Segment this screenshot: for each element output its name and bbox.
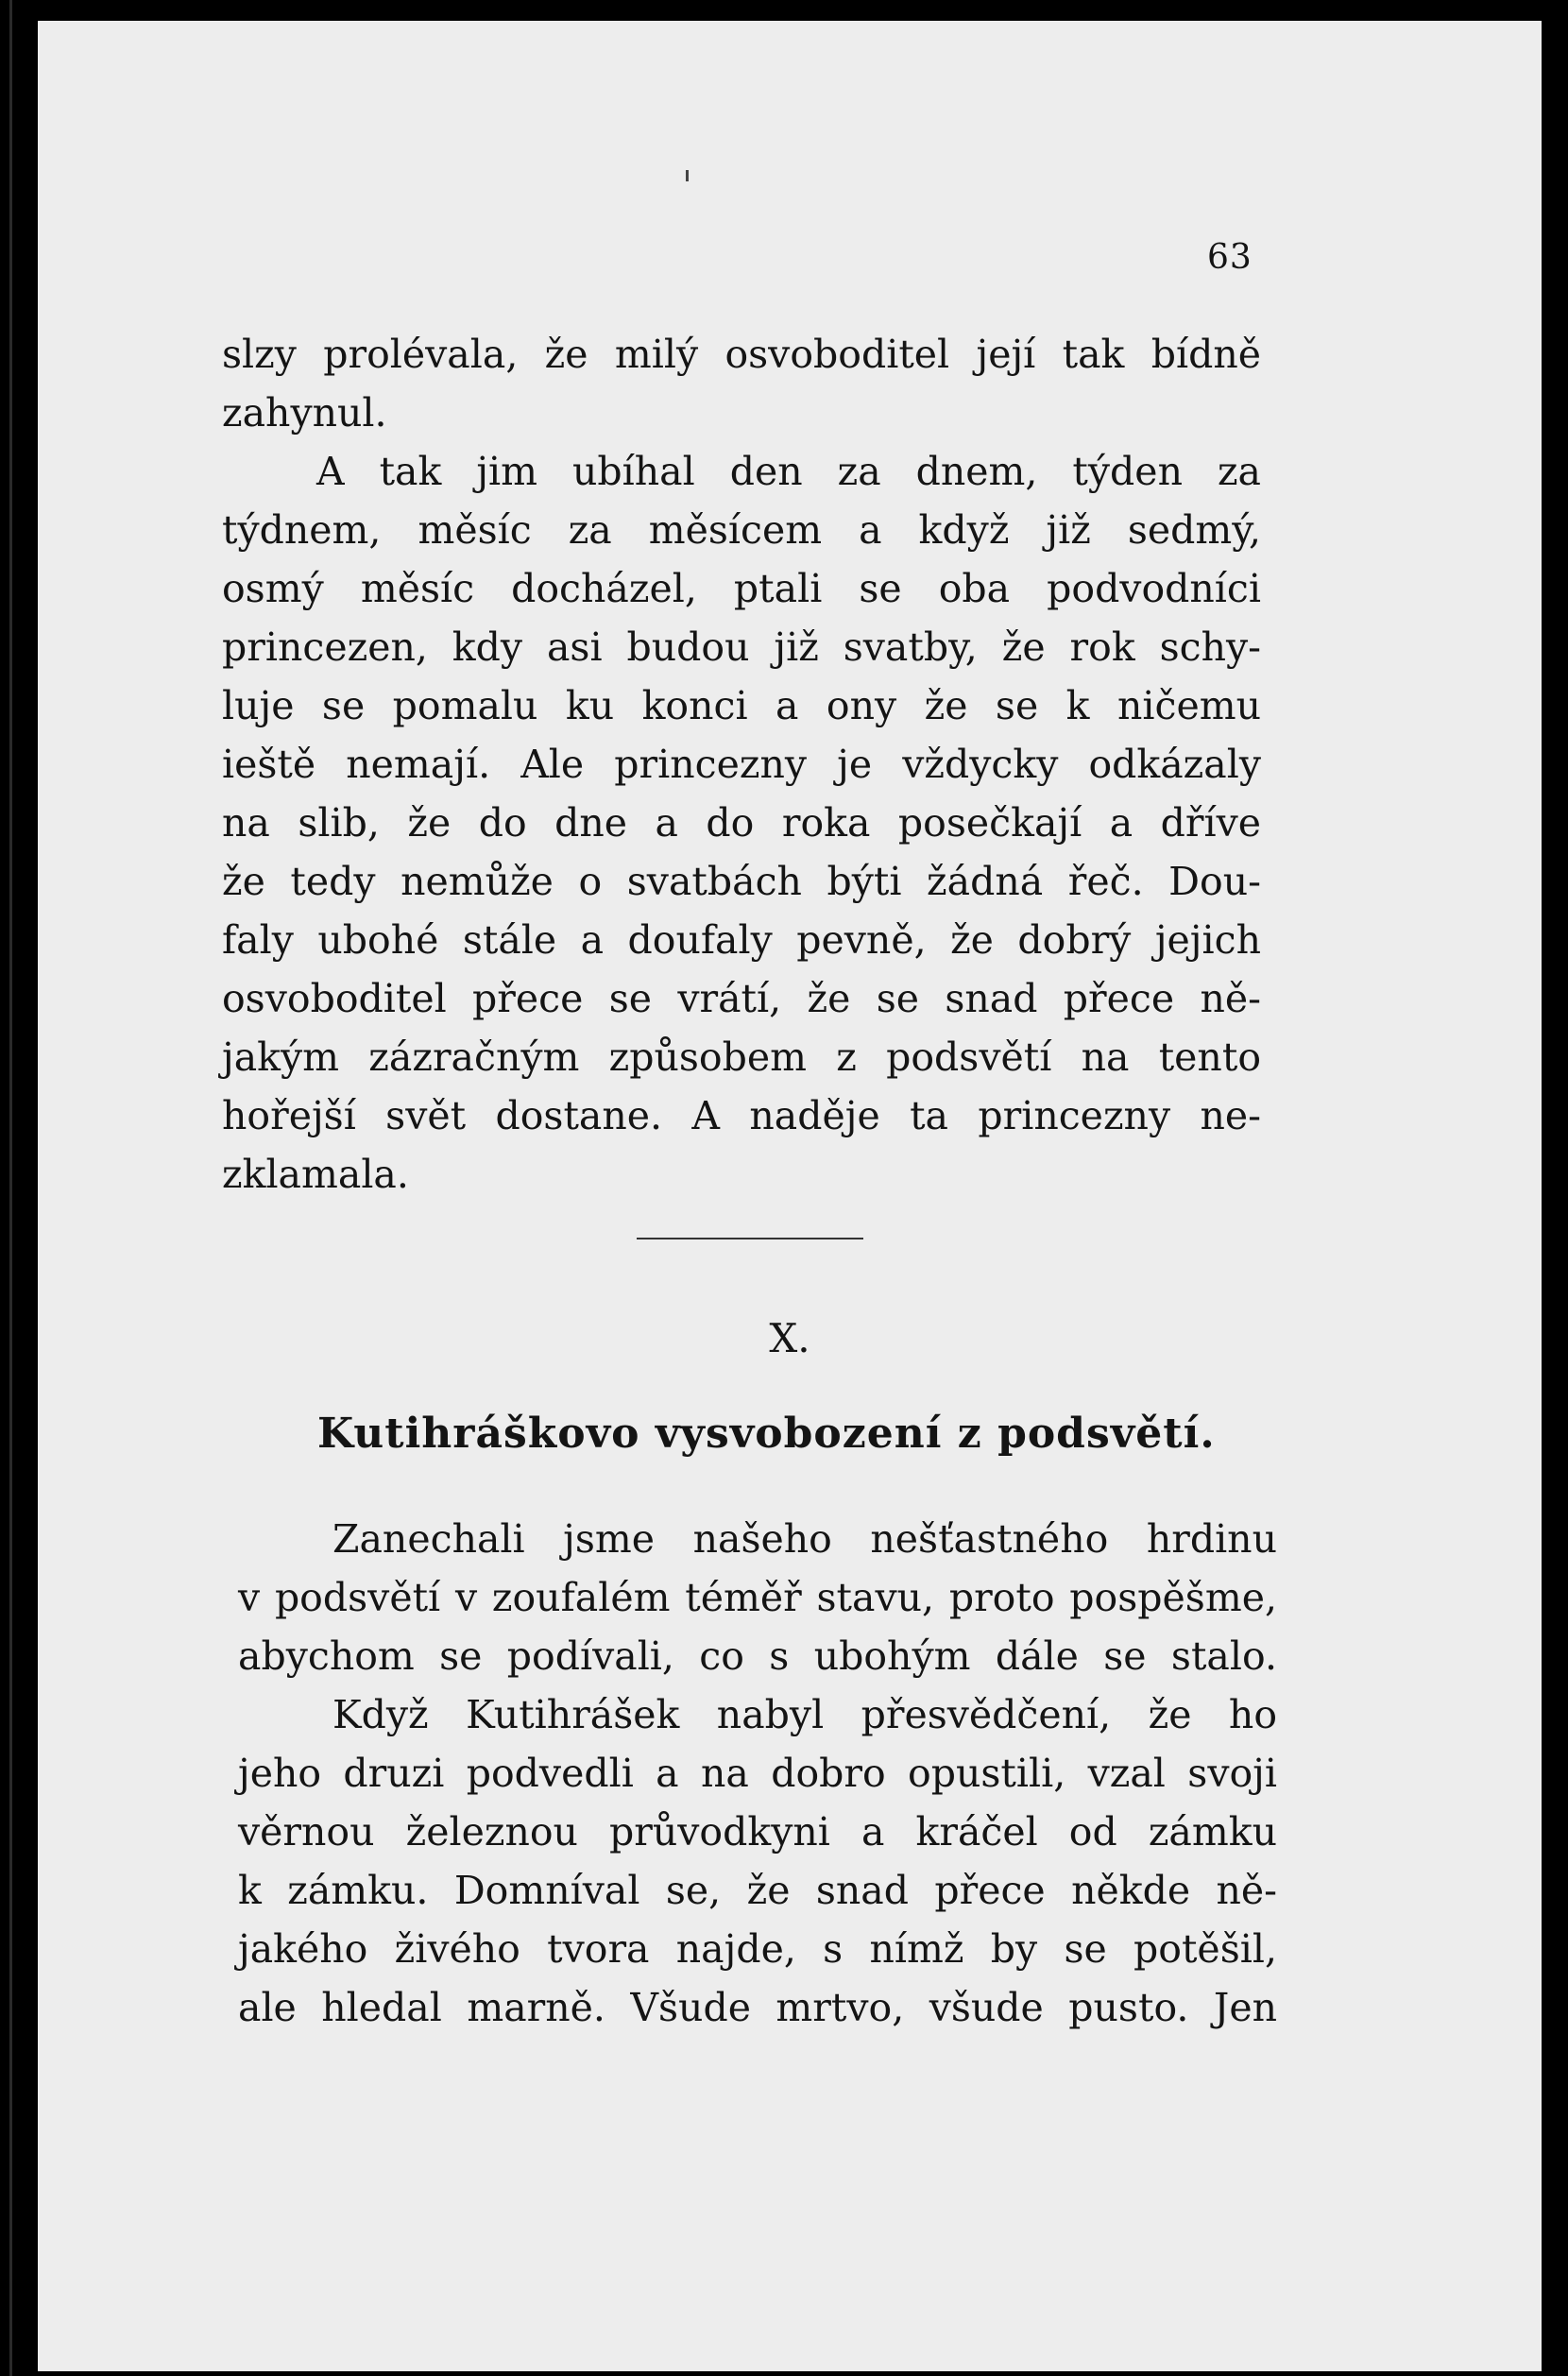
text-line: ale hledal marně. Všude mrtvo, všude pusto. Jen [238,1985,1277,2030]
text-line: osmý měsíc docházel, ptali se oba podvodníci [222,566,1261,611]
text-line: k zámku. Domníval se, že snad přece někde ně- [238,1868,1277,1913]
text-line: slzy prolévala, že milý osvoboditel její tak bídně [222,332,1261,377]
text-line: jakého živého tvora najde, s nímž by se potěšil, [238,1926,1277,1972]
text-line: zklamala. [222,1152,409,1197]
page-number: 63 [1207,238,1253,277]
text-line: jakým zázračným způsobem z podsvětí na tento [222,1034,1261,1080]
paragraph-2 [222,442,1261,1204]
text-line: luje se pomalu ku konci a ony že se k ničemu [222,683,1261,728]
text-line: Zanechali jsme našeho nešťastného hrdinu [332,1516,1277,1562]
text-line: princezen, kdy asi budou již svatby, že rok schy- [222,624,1261,670]
text-line: věrnou železnou průvodkyni a kráčel od zámku [238,1809,1277,1855]
text-line: ieště nemají. Ale princezny je vždycky odkázaly [222,742,1261,787]
text-line: že tedy nemůže o svatbách býti žádná řeč. Dou- [222,859,1261,904]
chapter-number: X. [769,1315,810,1361]
book-edge [9,0,12,2376]
scan-speck [686,170,689,181]
text-line: na slib, že do dne a do roka posečkají a dříve [222,800,1261,846]
paragraph-1 [222,325,1261,442]
text-line: osvoboditel přece se vrátí, že se snad přece ně- [222,976,1261,1021]
text-line: Když Kutihrášek nabyl přesvědčení, že ho [332,1692,1277,1737]
chapter-title: Kutihráškovo vysvobození z podsvětí. [317,1410,1216,1458]
text-line: zahynul. [222,390,387,436]
paragraph-4 [238,1685,1277,2037]
section-divider [637,1238,863,1239]
text-line: abychom se podívali, co s ubohým dále se stalo. [238,1633,1277,1679]
text-line: jeho druzi podvedli a na dobro opustili, vzal svoji [238,1751,1277,1796]
text-line: faly ubohé stále a doufaly pevně, že dobrý jejich [222,917,1261,963]
text-line: týdnem, měsíc za měsícem a když již sedmý, [222,507,1261,553]
book-page [38,21,1542,2371]
text-line: A tak jim ubíhal den za dnem, týden za [316,449,1261,494]
text-line: v podsvětí v zoufalém téměř stavu, proto pospěšme, [238,1575,1277,1620]
scan-left-border [0,0,38,2376]
text-line: hořejší svět dostane. A naděje ta princezny ne- [222,1093,1261,1138]
paragraph-3 [238,1510,1277,1685]
